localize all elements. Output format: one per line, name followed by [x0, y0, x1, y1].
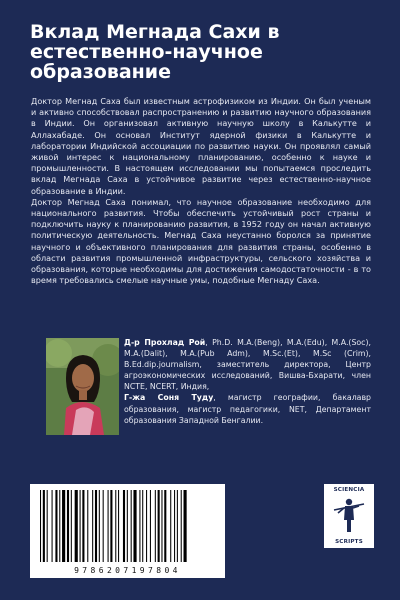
- book-abstract: [31, 96, 371, 286]
- author-name: Г-жа Соня Туду: [124, 393, 214, 403]
- abstract-paragraph: Доктор Мегнад Саха понимал, что научное образование необходимо для национального развития. Чтобы обеспечить устойчивый рост страны и подключить науку к планированию развития, в 1952 году он начал активную политическую деятельность. Мегнад Саха неустанно боролся за принятие научного и объективного планирования для развития страны, особенно в области развития промышленной инфраструктуры, сельского хозяйства и образования, которые необходимы для достижения самодостаточности - в то время требовались смелые научные умы, подобные Мегнаду Саха.: [31, 196, 371, 286]
- title-line: естественно-научное: [30, 41, 263, 63]
- author-bio: [124, 337, 371, 426]
- book-title: [30, 22, 370, 82]
- isbn-barcode: [30, 484, 225, 578]
- author-bio-paragraph: [124, 337, 371, 392]
- title-line: образование: [30, 61, 172, 83]
- scientist-figure-icon: [332, 496, 366, 534]
- author-name: Д-р Прохлад Рой: [124, 338, 206, 347]
- abstract-paragraph: Доктор Мегнад Саха был известным астрофизиком из Индии. Он был ученым и активно способствовал распространению и развитию научного образования в Индии. Он организовал активную научную школу в Калькутте и Аллахабаде. Он основал Институт ядерной физики в Калькутте и лаборатории Индийской ассоциации по развитию науки. Он проявлял самый живой интерес к национальному планированию, особенно к науке и промышленности. В настоящем исследовании мы попытаемся проследить вклад Мегнада Саха в устойчивое развитие через естественно-научное образование в Индии.: [31, 96, 371, 196]
- author-credentials: , магистр географии, бакалавр образования, магистр педагогики, NET, Департамент образования Западной Бенгалии.: [124, 393, 371, 425]
- author-bio-paragraph: [124, 392, 371, 425]
- isbn-number: 9786207197804: [74, 566, 181, 575]
- barcode-bars: [36, 490, 219, 564]
- publisher-logo-top-text: SCIENCIA: [333, 487, 365, 493]
- author-photo: [46, 338, 119, 435]
- publisher-logo: [324, 484, 374, 548]
- author-portrait-image: [46, 338, 119, 435]
- author-credentials: , Ph.D. M.A.(Beng), M.A.(Edu), M.A.(Soc), M.A.(Dalit), M.A.(Pub Adm), M.Sc.(Et), M.Sc (Crim), B.Ed.dip.journalism, заместитель директора, Центр агроэкономических исследований, Вишва-Бхарати, член NCTE, NCERT, Индия,: [124, 338, 371, 392]
- title-line: Вклад Мегнада Сахи в: [30, 21, 280, 43]
- publisher-logo-bottom-text: SCRIPTS: [335, 539, 363, 545]
